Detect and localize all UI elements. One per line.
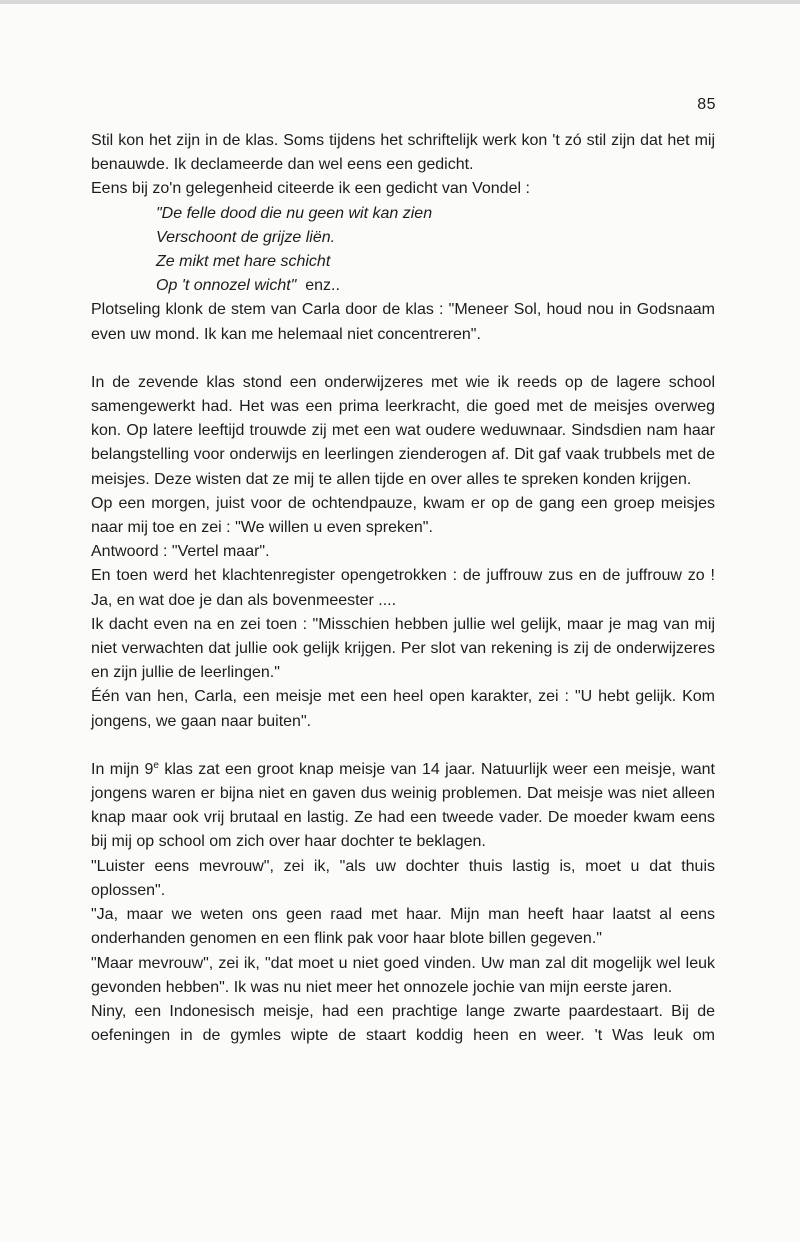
paragraph-text: In mijn 9 xyxy=(91,760,154,778)
paragraph-ninth-class xyxy=(91,758,715,855)
paragraph-answer: Antwoord : "Vertel maar". xyxy=(91,543,270,561)
poem-line: Verschoont de grijze liën. xyxy=(156,228,336,246)
poem-etc: enz.. xyxy=(305,277,340,295)
poem-quote xyxy=(156,202,715,299)
poem-line-text: Op 't onnozel wicht" xyxy=(156,277,297,295)
paragraph-girls-approach: Op een morgen, juist voor de ochtendpauze, kwam er op de gang een groep meisjes naar mij toe en zei : "We willen u even spreken". xyxy=(91,494,715,537)
poem-line: Ze mikt met hare schicht xyxy=(156,253,331,271)
poem-line: "De felle dood die nu geen wit kan zien xyxy=(156,204,433,222)
poem-line xyxy=(156,274,715,298)
paragraph-reply: Ik dacht even na en zei toen : "Misschien hebben jullie wel gelijk, maar je mag van mij niet verwachten dat jullie ook gelijk krijgen. Per slot van rekening is zij de onderwijzeres en zijn jullie de leerlingen." xyxy=(91,615,715,682)
paragraph-gap xyxy=(91,347,715,371)
paragraph-silence: Stil kon het zijn in de klas. Soms tijdens het schriftelijk werk kon 't zó stil zijn dat het mij benauwde. Ik declameerde dan wel eens een gedicht. xyxy=(91,132,715,174)
paragraph-listen-madam: "Luister eens mevrouw", zei ik, "als uw dochter thuis lastig is, moet u dat thuis oplossen". xyxy=(91,857,715,899)
paragraph-gap xyxy=(91,734,715,758)
paragraph-niny: Niny, een Indonesisch meisje, had een prachtige lange zwarte paardestaart. Bij de oefeningen in de gymles wipte de staart koddig heen en weer. 't Was leuk om xyxy=(91,1002,715,1045)
paragraph-seventh-class: In de zevende klas stond een onderwijzeres met wie ik reeds op de lagere school samengewerkt had. Het was een prima leerkracht, die goed met de meisjes overweg kon. Op latere leeftijd trouwde zij met een wat oudere weduwnaar. Sindsdien nam haar belangstelling voor onderwijs en leerlingen zienderogen af. Dit gaf vaak trubbels met de meisjes. Deze wisten dat ze mij te allen tijde en over alles te spreken konden krijgen. xyxy=(91,373,715,488)
paragraph-vondel-intro: Eens bij zo'n gelegenheid citeerde ik een gedicht van Vondel : xyxy=(91,180,530,198)
page-body xyxy=(91,129,715,1048)
paragraph-complaints: En toen werd het klachtenregister opengetrokken : de juffrouw zus en de juffrouw zo ! Ja, en wat doe je dan als bovenmeester .... xyxy=(91,567,715,609)
paragraph-carla-interrupt: Plotseling klonk de stem van Carla door de klas : "Meneer Sol, houd nou in Godsnaam even uw mond. Ik kan me helemaal niet concentreren". xyxy=(91,301,715,343)
ordinal-suffix: e xyxy=(153,759,159,771)
page-number: 85 xyxy=(697,96,716,113)
page-top-edge xyxy=(0,0,800,4)
paragraph-carla-reply: Één van hen, Carla, een meisje met een heel open karakter, zei : "U hebt gelijk. Kom jongens, we gaan naar buiten". xyxy=(91,688,715,730)
paragraph-mother-reply: "Ja, maar we weten ons geen raad met haar. Mijn man heeft haar laatst al eens onderhanden genomen en een flink pak voor haar blote billen gegeven." xyxy=(91,906,715,948)
paragraph-but-madam: "Maar mevrouw", zei ik, "dat moet u niet goed vinden. Uw man zal dit mogelijk wel leuk gevonden hebben". Ik was nu niet meer het onnozele jochie van mijn eerste jaren. xyxy=(91,954,715,996)
paragraph-text: klas zat een groot knap meisje van 14 jaar. Natuurlijk weer een meisje, want jongens waren er bijna niet en gaven dus weinig problemen. Dat meisje was niet alleen knap maar ook vrij brutaal en lastig. Ze had een tweede vader. De moeder kwam eens bij mij op school om zich over haar dochter te beklagen. xyxy=(91,760,716,851)
